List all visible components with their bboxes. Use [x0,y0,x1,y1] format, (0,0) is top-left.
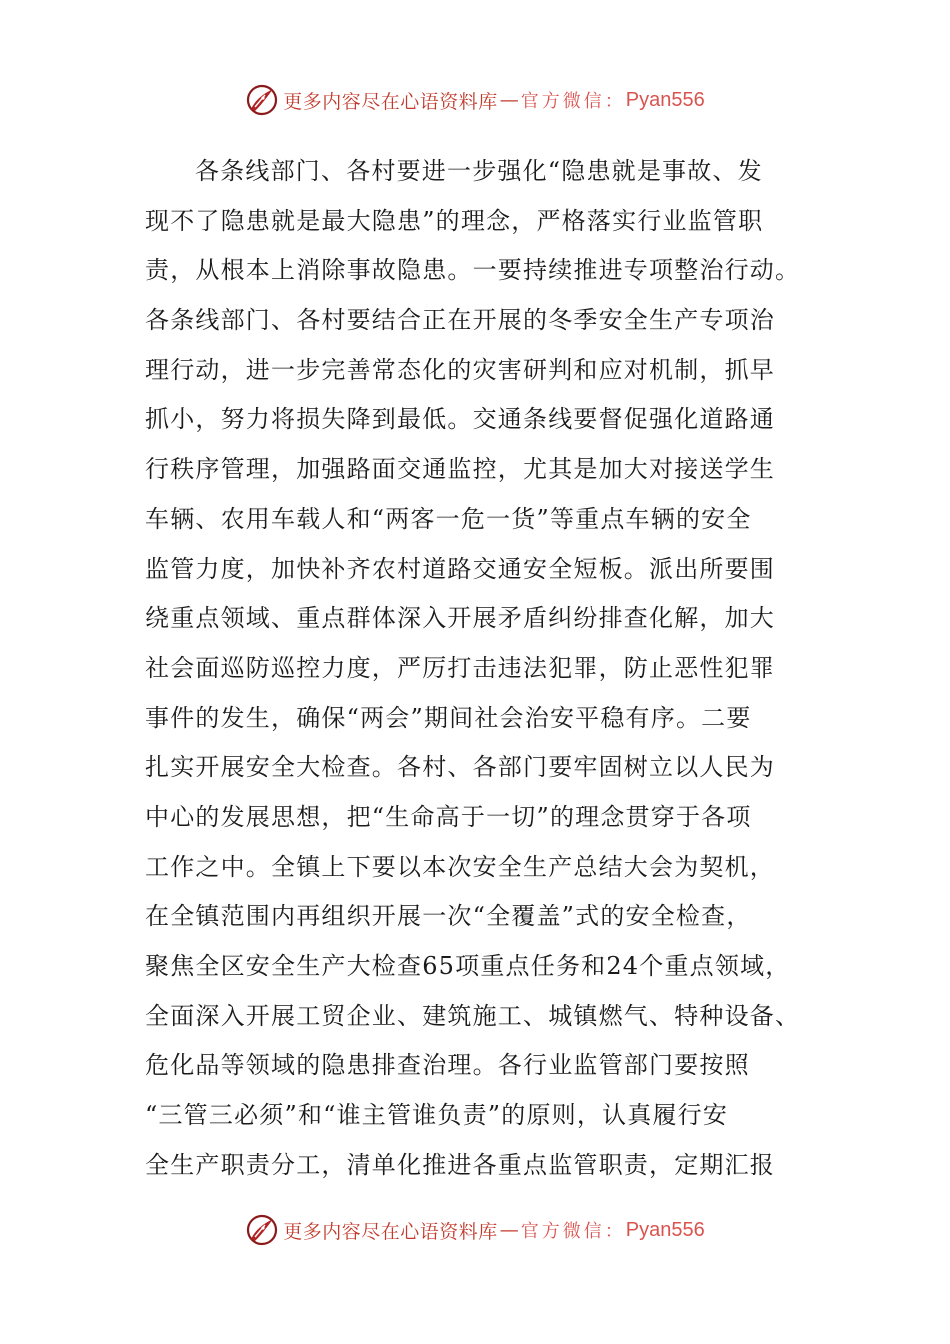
text-line: 社会面巡防巡控力度，严厉打击违法犯罪，防止恶性犯罪 [145,653,775,682]
text-line: 各条线部门、各村要进一步强化“隐患就是事故、发 [195,157,763,185]
wechat-id: Pyan556 [625,1218,705,1241]
text-line: “三管三必须”和“谁主管谁负责”的原则，认真履行安 [145,1101,729,1130]
text-line: 监管力度，加快补齐农村道路交通安全短板。派出所要围 [145,554,775,583]
text-line: 全生产职责分工，清单化推进各重点监管职责，定期汇报 [145,1150,775,1179]
text-line: 各条线部门、各村要结合正在开展的冬季安全生产专项治 [145,306,775,335]
header-banner [0,80,950,120]
promo-text: 更多内容尽在心语资料库 [283,1220,498,1243]
document-body [145,147,805,1190]
text-line: 车辆、农用车载人和“两客一危一货”等重点车辆的安全 [145,504,752,533]
text-line: 理行动，进一步完善常态化的灾害研判和应对机制，抓早 [145,355,775,384]
wechat-label: 官方微信： [520,91,626,112]
text-line: 工作之中。全镇上下要以本次安全生产总结大会为契机， [145,852,775,881]
text-line: 责，从根本上消除事故隐患。一要持续推进专项整治行动。 [145,256,801,285]
text-line: 全面深入开展工贸企业、建筑施工、城镇燃气、特种设备、 [145,1001,801,1030]
text-line: 现不了隐患就是最大隐患”的理念，严格落实行业监管职 [145,206,764,235]
text-line: 绕重点领域、重点群体深入开展矛盾纠纷排查化解，加大 [145,604,775,633]
promo-separator: — [499,1219,519,1241]
promo-separator: — [499,89,519,111]
pen-nib-logo-icon [245,83,279,117]
text-line: 危化品等领域的隐患排查治理。各行业监管部门要按照 [145,1051,750,1080]
text-line: 抓小，努力将损失降到最低。交通条线要督促强化道路通 [145,405,775,434]
wechat-id: Pyan556 [625,88,705,111]
text-line: 行秩序管理，加强路面交通监控，尤其是加大对接送学生 [145,455,775,484]
promo-text: 更多内容尽在心语资料库 [283,90,498,113]
text-line: 中心的发展思想，把“生命高于一切”的理念贯穿于各项 [145,802,752,831]
footer-banner [0,1210,950,1250]
wechat-label: 官方微信： [520,1221,626,1242]
text-line: 事件的发生，确保“两会”期间社会治安平稳有序。二要 [145,703,752,732]
text-line: 在全镇范围内再组织开展一次“全覆盖”式的安全检查， [145,902,752,931]
text-line: 聚焦全区安全生产大检查65项重点任务和24个重点领域， [145,952,791,980]
pen-nib-logo-icon [245,1213,279,1247]
text-line: 扎实开展安全大检查。各村、各部门要牢固树立以人民为 [145,753,775,782]
